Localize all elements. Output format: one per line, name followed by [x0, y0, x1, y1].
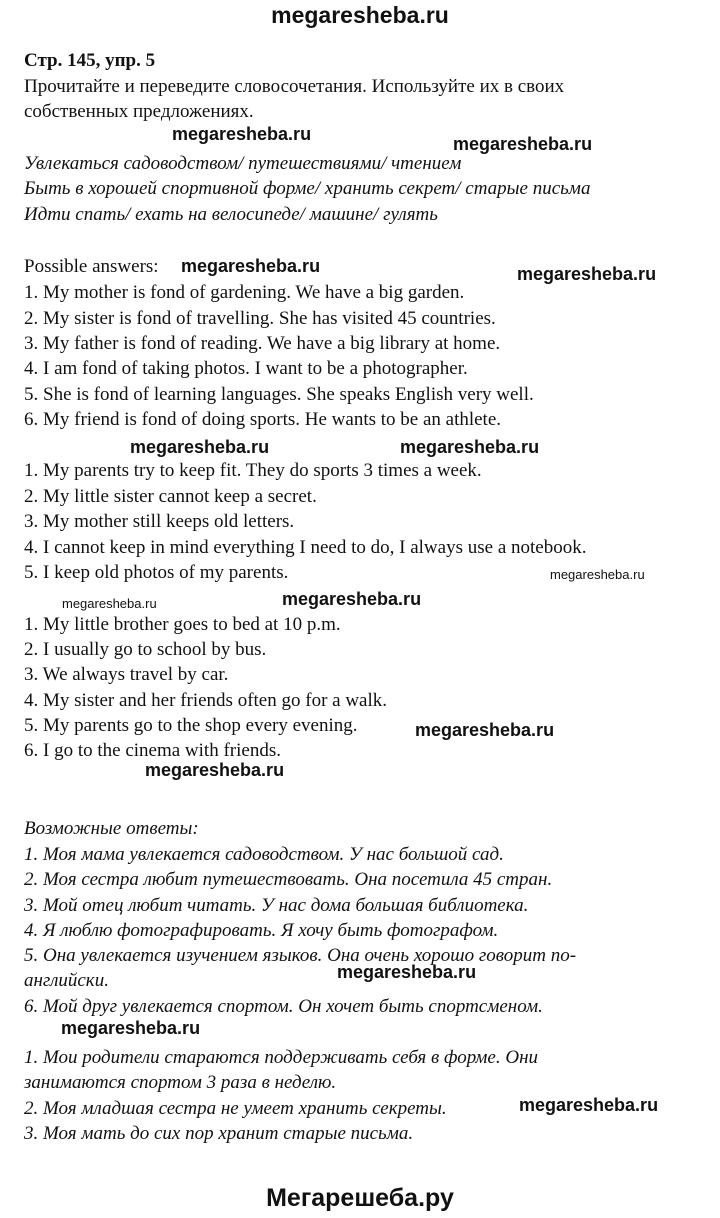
watermark: megaresheba.ru: [282, 589, 422, 609]
watermark: megaresheba.ru: [550, 567, 645, 582]
answer-line: 3. We always travel by car.: [24, 664, 229, 685]
answer-line: 2. My sister is fond of travelling. She has visited 45 countries.: [24, 308, 496, 329]
phrase-line: Увлекаться садоводством/ путешествиями/ чтением: [24, 153, 462, 174]
answer-line: 3. My father is fond of reading. We have a big library at home.: [24, 333, 501, 354]
ru-answer-line: 6. Мой друг увлекается спортом. Он хочет быть спортсменом.: [24, 996, 543, 1017]
phrase-line: Идти спать/ ехать на велосипеде/ машине/ гулять: [24, 204, 438, 225]
exercise-heading: Стр. 145, упр. 5: [24, 50, 156, 71]
answer-line: 1. My mother is fond of gardening. We have a big garden.: [24, 282, 465, 303]
ru-answer-line: 2. Моя младшая сестра не умеет хранить секреты.: [24, 1098, 447, 1119]
answer-line: 5. My parents go to the shop every evening.: [24, 715, 358, 736]
answer-line: 5. I keep old photos of my parents.: [24, 562, 289, 583]
ru-answer-line: 3. Мой отец любит читать. У нас дома большая библиотека.: [24, 895, 529, 916]
phrase-line: Быть в хорошей спортивной форме/ хранить секрет/ старые письма: [24, 178, 591, 199]
ru-answers-label: Возможные ответы:: [24, 818, 199, 839]
ru-answer-line: 2. Моя сестра любит путешествовать. Она посетила 45 стран.: [24, 869, 553, 890]
answer-line: 6. My friend is fond of doing sports. He wants to be an athlete.: [24, 409, 502, 430]
watermark: megaresheba.ru: [415, 720, 555, 740]
possible-answers-label: Possible answers:: [24, 256, 159, 277]
watermark: megaresheba.ru: [145, 760, 285, 780]
answer-line: 2. My little sister cannot keep a secret.: [24, 486, 317, 507]
watermark: megaresheba.ru: [519, 1095, 659, 1115]
answer-line: 4. My sister and her friends often go for a walk.: [24, 690, 388, 711]
instruction-line: Прочитайте и переведите словосочетания. Используйте их в своих: [24, 76, 565, 97]
answer-line: 1. My little brother goes to bed at 10 p.m.: [24, 614, 341, 635]
watermark: megaresheba.ru: [62, 596, 157, 611]
answer-line: 2. I usually go to school by bus.: [24, 639, 267, 660]
watermark: megaresheba.ru: [517, 264, 657, 284]
instruction-line: собственных предложениях.: [24, 101, 254, 122]
ru-answer-line: 1. Моя мама увлекается садоводством. У нас большой сад.: [24, 844, 504, 865]
ru-answer-line: 4. Я люблю фотографировать. Я хочу быть фотографом.: [24, 920, 499, 941]
watermark: megaresheba.ru: [61, 1018, 201, 1038]
answer-line: 3. My mother still keeps old letters.: [24, 511, 295, 532]
answer-line: 4. I am fond of taking photos. I want to be a photographer.: [24, 358, 468, 379]
ru-answer-line: 1. Мои родители стараются поддерживать себя в форме. Они: [24, 1047, 539, 1068]
watermark: megaresheba.ru: [400, 437, 540, 457]
answer-line: 4. I cannot keep in mind everything I need to do, I always use a notebook.: [24, 537, 587, 558]
ru-answer-line: 3. Моя мать до сих пор хранит старые письма.: [24, 1123, 414, 1144]
watermark: megaresheba.ru: [181, 256, 321, 276]
answer-line: 1. My parents try to keep fit. They do sports 3 times a week.: [24, 460, 482, 481]
watermark: megaresheba.ru: [130, 437, 270, 457]
ru-answer-line: 5. Она увлекается изучением языков. Она очень хорошо говорит по-: [24, 945, 577, 966]
answer-line: 6. I go to the cinema with friends.: [24, 740, 281, 761]
ru-answer-line: занимаются спортом 3 раза в неделю.: [24, 1072, 337, 1093]
watermark: megaresheba.ru: [337, 962, 477, 982]
watermark: megaresheba.ru: [453, 134, 593, 154]
site-footer: Мегарешеба.ру: [266, 1184, 454, 1212]
ru-answer-line: английски.: [24, 970, 109, 991]
watermark: megaresheba.ru: [172, 124, 312, 144]
answer-line: 5. She is fond of learning languages. She speaks English very well.: [24, 384, 534, 405]
site-header: megaresheba.ru: [271, 2, 449, 28]
